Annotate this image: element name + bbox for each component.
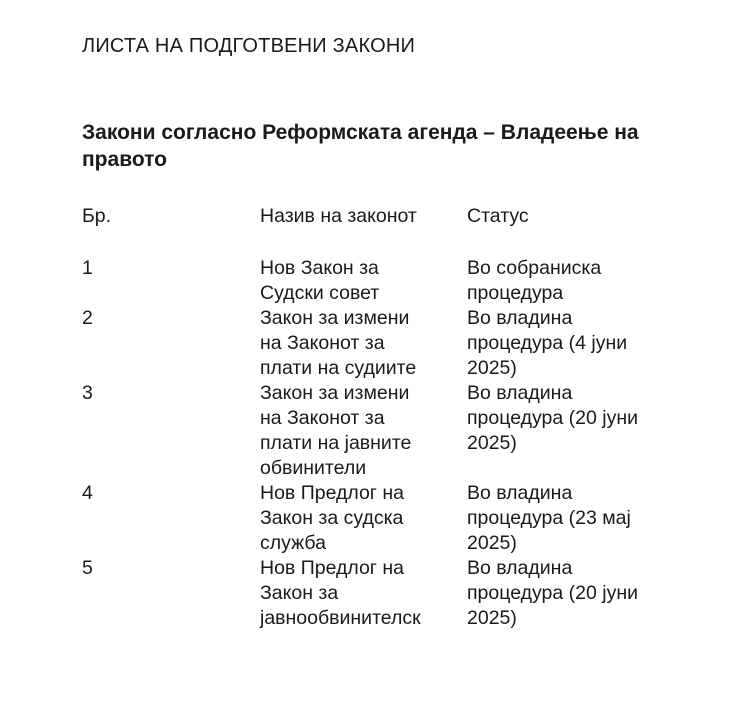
laws-table (82, 204, 672, 631)
table-row (82, 256, 672, 306)
law-status: Во владина процедура (20 јуни 2025) (467, 557, 638, 629)
table-row (82, 556, 672, 631)
table-header-row (82, 204, 672, 229)
law-name: Нов Предлог на Закон за судска служба (260, 482, 404, 554)
table-row (82, 381, 672, 481)
column-header-number: Бр. (82, 205, 112, 227)
law-status: Во владина процедура (4 јуни 2025) (467, 307, 628, 379)
law-name: Закон за измени на Законот за плати на јавните обвинители (260, 382, 412, 479)
section-heading: Закони согласно Реформската агенда – Владеење на правото (82, 121, 639, 171)
law-status: Во владина процедура (20 јуни 2025) (467, 382, 638, 454)
column-header-status: Статус (467, 205, 529, 227)
row-number: 5 (82, 557, 93, 579)
law-status: Во владина процедура (23 мај 2025) (467, 482, 631, 554)
row-number: 3 (82, 382, 93, 404)
law-name: Закон за измени на Законот за плати на судиите (260, 307, 417, 379)
law-status: Во собраниска процедура (467, 257, 602, 304)
table-row (82, 481, 672, 556)
law-name: Нов Закон за Судски совет (260, 257, 380, 304)
table-row (82, 306, 672, 381)
row-number: 2 (82, 307, 93, 329)
row-number: 4 (82, 482, 93, 504)
law-name: Нов Предлог на Закон за јавнообвинителск (260, 557, 421, 629)
row-number: 1 (82, 257, 93, 279)
page-title: ЛИСТА НА ПОДГОТВЕНИ ЗАКОНИ (82, 35, 416, 57)
column-header-law-name: Назив на законот (260, 205, 417, 227)
